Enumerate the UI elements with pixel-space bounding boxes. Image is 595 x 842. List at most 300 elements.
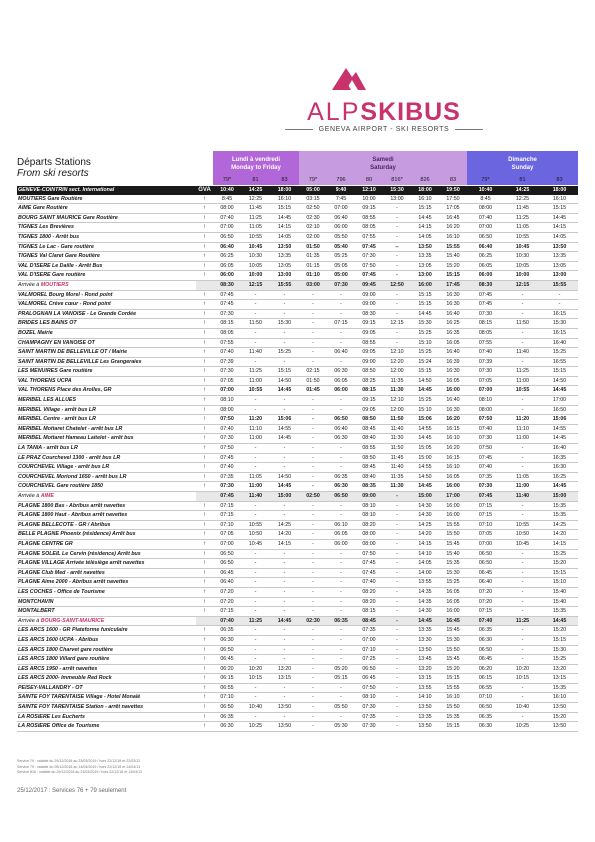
departure-time: 16:30 [439,405,467,415]
departure-time: - [270,626,299,636]
title-fr: Départs Stations [17,157,91,168]
departure-time: - [383,530,411,540]
departure-time: 06:50 [213,559,241,569]
departure-time: 14:55 [270,424,299,434]
direction-arrow-icon: ↑ [196,664,213,674]
departure-time: 07:50 [355,261,383,271]
departure-time: 16:05 [439,472,467,482]
departure-time: 07:10 [467,693,504,703]
departure-time: - [299,396,327,406]
departure-time: 13:45 [411,655,439,665]
direction-arrow-icon: ↑ [196,424,213,434]
departure-time: 17:05 [439,204,467,214]
direction-arrow-icon: ↑ [196,472,213,482]
stop-row [17,712,578,722]
departure-time: - [299,578,327,588]
departure-time: 05:00 [299,186,327,195]
departure-time: 11:10 [241,424,270,434]
departure-time: 07:39 [467,357,504,367]
departure-time: 14:45 [541,482,578,492]
departure-time: - [270,290,299,300]
direction-arrow-icon: ↑ [196,357,213,367]
departure-time: - [383,693,411,703]
departure-time: 11:30 [383,386,411,396]
departure-time: 14:50 [411,472,439,482]
direction-arrow-icon: ↑ [196,232,213,242]
stop-row [17,453,578,463]
departure-time: 06:30 [327,434,355,444]
departure-time: 16:35 [541,453,578,463]
departure-time: 06:30 [327,482,355,492]
stop-row [17,520,578,530]
departure-time: 05:15 [327,674,355,684]
departure-time: 15:25 [541,655,578,665]
stop-name: PLAGNE Aime 2000 - Abribus arrêt navettes [17,578,196,588]
direction-arrow-icon: ↑ [196,300,213,310]
departure-time: 11:05 [504,223,541,233]
departure-time: 07:45 [355,568,383,578]
stop-name: PLAGNE 1800 Haut - Abribus arrêt navettes [17,511,196,521]
direction-arrow-icon: ↑ [196,338,213,348]
departure-time: - [383,213,411,223]
departure-time: - [327,549,355,559]
departure-time: 15:35 [439,712,467,722]
departure-time: 07:00 [467,223,504,233]
title-en: From ski resorts [17,168,89,179]
departure-time: 16:05 [439,376,467,386]
direction-arrow-icon: ↑ [196,376,213,386]
departure-time: 12:10 [383,348,411,358]
service-number: 826 [420,177,430,183]
departure-time: 10:55 [504,520,541,530]
departure-time: - [327,597,355,607]
departure-time: - [270,444,299,454]
departure-time: - [383,232,411,242]
departure-time: - [383,290,411,300]
departure-time: 14:20 [541,530,578,540]
departure-time: 12:25 [504,195,541,204]
departure-time: 06:45 [467,655,504,665]
departure-time: 06:50 [467,559,504,569]
departure-time: 07:15 [213,501,241,511]
departure-time: 11:25 [504,213,541,223]
departure-time: 15:30 [411,319,439,329]
departure-time: - [504,300,541,310]
departure-time: 09:00 [355,357,383,367]
departure-time: - [270,607,299,617]
departure-time: 10:25 [504,722,541,732]
departure-time: - [383,597,411,607]
departure-time: 15:20 [541,626,578,636]
departure-time: - [383,520,411,530]
departure-time: 15:15 [411,367,439,377]
departure-time: 15:15 [439,271,467,281]
departure-time: 07:00 [213,386,241,396]
period-weekdays: Lundi à vendredi Monday to Friday [213,151,299,185]
departure-time: 09:05 [355,348,383,358]
departure-time: 16:10 [411,195,439,204]
departure-time: 11:00 [504,434,541,444]
departure-time: 14:50 [270,376,299,386]
direction-arrow-icon: GVA [196,186,213,195]
direction-arrow-icon: ↑ [196,242,213,252]
departure-time: - [504,607,541,617]
departure-time: 05:40 [327,242,355,252]
departure-time: - [241,511,270,521]
departure-time: - [383,722,411,732]
stop-row [17,655,578,665]
departure-time: 07:40 [213,424,241,434]
direction-arrow-icon: ↑ [196,328,213,338]
stop-name: PLAGNE BELLECOTE - GR / Abribus [17,520,196,530]
departure-time: 19:50 [439,186,467,195]
departure-time: 13:20 [270,664,299,674]
departure-time: 07:45 [355,559,383,569]
departure-time: - [327,559,355,569]
departure-time: - [327,405,355,415]
direction-arrow-icon: ↑ [196,396,213,406]
departure-time: - [299,549,327,559]
departure-time: - [241,357,270,367]
direction-arrow-icon: ↑ [196,683,213,693]
departure-time: 06:05 [467,261,504,271]
departure-time: 07:30 [213,434,241,444]
departure-time: 07:05 [467,376,504,386]
departure-time: 07:40 [355,578,383,588]
departure-time: 06:35 [213,712,241,722]
departure-time: - [541,290,578,300]
departure-time: 15:10 [411,405,439,415]
departure-time: 14:45 [270,434,299,444]
stop-name: VAL D'ISERE Le Daille - Arrêt Bus [17,261,196,271]
departure-time: 07:00 [327,204,355,214]
departure-time: 08:00 [467,405,504,415]
departure-time: 10:55 [241,520,270,530]
departure-time: - [299,338,327,348]
section-time: 07:45 [213,492,241,502]
departure-time: - [504,511,541,521]
departure-time: - [327,683,355,693]
stop-row [17,300,578,310]
departure-time: 10:50 [504,530,541,540]
departure-time: 14:10 [411,549,439,559]
service-number: 83 [449,177,457,183]
departure-time: - [299,424,327,434]
departure-time: 18:00 [541,186,578,195]
departure-time: 11:45 [504,204,541,214]
section-header-row [17,616,578,626]
direction-arrow-icon: ↑ [196,386,213,396]
service-number: 83 [281,177,288,183]
departure-time: 13:50 [411,703,439,713]
departure-time: 15:15 [270,204,299,214]
departure-time: 16:30 [439,300,467,310]
departure-time: 07:45 [213,290,241,300]
departure-time: 08:00 [213,204,241,214]
stop-name: LES ARCS 2000- Immeuble Red Rock [17,674,196,684]
departure-time: 07:45 [213,300,241,310]
section-time: 11:40 [241,492,270,502]
departure-time: - [383,300,411,310]
departure-time: - [504,587,541,597]
departure-time: - [327,309,355,319]
departure-time: - [383,578,411,588]
stop-name: PLAGNE CENTRE GR [17,539,196,549]
departure-time: - [327,444,355,454]
direction-arrow-icon: ↑ [196,290,213,300]
departure-time: 06:30 [213,722,241,732]
departure-time: 11:00 [241,482,270,492]
departure-time: 16:00 [439,607,467,617]
direction-arrow-icon: ↑ [196,261,213,271]
departure-time: 01:10 [299,271,327,281]
departure-time: 13:05 [411,261,439,271]
departure-time: 15:25 [439,578,467,588]
stop-name: MOUTIERS Gare Routière [17,195,196,204]
departure-time: 12:10 [383,396,411,406]
departure-time: - [327,328,355,338]
stop-name: MERIBEL Mottaret Chatelet - arrêt bus LR [17,424,196,434]
departure-time: 09:05 [355,328,383,338]
departure-time: 08:20 [355,587,383,597]
departure-time: 14:25 [270,520,299,530]
stop-row [17,472,578,482]
departure-time: - [299,415,327,425]
direction-arrow-icon: ↑ [196,511,213,521]
departure-time: 11:10 [504,424,541,434]
departure-time: - [504,683,541,693]
section-header-row [17,492,578,502]
stop-row [17,204,578,214]
departure-time: 15:30 [270,319,299,329]
departure-time: 10:40 [504,703,541,713]
stop-name: MONTALBERT [17,607,196,617]
departure-time: - [241,578,270,588]
section-time: 09:45 [355,280,383,290]
departure-time: - [270,453,299,463]
departure-time: 15:35 [541,607,578,617]
departure-time: 07:05 [213,376,241,386]
direction-arrow-icon: ↑ [196,645,213,655]
departure-time: 15:25 [411,328,439,338]
departure-time: 11:20 [241,415,270,425]
departure-time: 15:55 [439,683,467,693]
section-time: 06:50 [327,492,355,502]
departure-time: 15:25 [270,348,299,358]
departure-time: 15:30 [541,645,578,655]
footer-note: 25/12/2017 : Services 76 + 79 seulement [17,788,127,794]
departure-time: 10:45 [504,242,541,252]
departure-time: 07:15 [327,319,355,329]
departure-time: 15:06 [411,415,439,425]
departure-time: 06:50 [213,645,241,655]
departure-time: 10:20 [241,664,270,674]
departure-time: 14:45 [411,213,439,223]
departure-time: 14:25 [241,186,270,195]
departure-time: - [241,597,270,607]
departure-time: 15:35 [439,559,467,569]
departure-time: 01:50 [299,376,327,386]
departure-time: 07:20 [467,587,504,597]
departure-time: - [504,578,541,588]
direction-arrow-icon: ↑ [196,520,213,530]
stop-name: PRALOGNAN LA VANOISE - Le Grande Cordée [17,309,196,319]
departure-time: 06:20 [467,664,504,674]
departure-time: - [270,357,299,367]
departure-time: 13:05 [270,261,299,271]
departure-time: 01:15 [299,261,327,271]
stop-name: LES ARCS 1800 Charvet gare routière [17,645,196,655]
departure-time: 10:15 [241,674,270,684]
departure-time: 11:25 [241,213,270,223]
departure-time: 07:00 [213,539,241,549]
departure-time: 11:05 [241,223,270,233]
stop-row [17,693,578,703]
departure-time: 16:55 [541,357,578,367]
departure-time: 15:30 [383,186,411,195]
departure-time: 15:15 [411,204,439,214]
departure-time: - [504,338,541,348]
stop-row [17,463,578,473]
departure-time: 16:40 [541,338,578,348]
departure-time: 15:15 [411,300,439,310]
departure-time: 09:05 [355,405,383,415]
stop-name: PLAGNE SOLEIL Le Cervin (résidence) Arrêt bus [17,549,196,559]
departure-time: 13:35 [541,252,578,262]
departure-time: 07:00 [467,386,504,396]
mountain-icon [332,66,366,90]
departure-time: 08:00 [355,539,383,549]
departure-time: - [504,309,541,319]
stop-row [17,568,578,578]
departure-time: - [270,578,299,588]
departure-time: - [270,549,299,559]
departure-time: 14:35 [411,587,439,597]
departure-time: 06:00 [213,271,241,281]
direction-arrow-icon: ↑ [196,703,213,713]
stop-name: VALMOREL Bourg Morel - Rond point [17,290,196,300]
departure-time: 14:15 [541,223,578,233]
stop-name: BOZEL Mairie [17,328,196,338]
departure-time: 13:15 [411,674,439,684]
departure-time: - [299,645,327,655]
departure-time: - [383,252,411,262]
direction-arrow-icon: ↑ [196,434,213,444]
stop-name: COURCHEVEL Moriond 1650 - arrêt bus LR [17,472,196,482]
departure-time: 14:10 [411,693,439,703]
departure-time: 12:00 [383,405,411,415]
departure-time: 03:15 [299,195,327,204]
direction-arrow-icon: ↑ [196,530,213,540]
departure-time: 15:35 [541,501,578,511]
departure-time: 16:00 [439,511,467,521]
departure-time: - [241,712,270,722]
departure-time: 07:30 [355,703,383,713]
departure-time: 10:15 [504,674,541,684]
direction-arrow-icon: ↑ [196,549,213,559]
departure-time: 06:25 [213,252,241,262]
departure-time: 7:45 [327,195,355,204]
departure-time: 13:55 [411,683,439,693]
stop-name: VAL THORENS UCPA [17,376,196,386]
departure-time: 10:30 [241,252,270,262]
departure-time: 11:25 [241,367,270,377]
departure-time: 05:00 [327,271,355,281]
departure-time: 15:15 [541,635,578,645]
departure-time: 15:55 [439,520,467,530]
departure-time: 10:30 [504,252,541,262]
service-number: 80 [365,177,373,183]
direction-arrow-icon: ↑ [196,319,213,329]
stop-name: GENEVE-COINTRIN sect. International [17,186,196,195]
stop-row [17,645,578,655]
departure-time: 10:00 [355,195,383,204]
departure-time: 07:00 [355,635,383,645]
departure-time: 11:20 [504,415,541,425]
section-header-row [17,280,578,290]
departure-time: 07:35 [467,472,504,482]
departure-time: 8:45 [213,195,241,204]
section-time: 15:00 [270,492,299,502]
stop-name: LE PRAZ Courchevel 1300 - arrêt bus LR [17,453,196,463]
departure-time: - [504,712,541,722]
section-time: 07:40 [467,616,504,626]
departure-time: - [241,549,270,559]
departure-time: 11:05 [241,472,270,482]
departure-time: 06:50 [467,645,504,655]
departure-time: - [327,568,355,578]
stop-row [17,348,578,358]
departure-time: 16:00 [439,386,467,396]
stop-row [17,309,578,319]
departure-time: - [241,587,270,597]
departure-time: 14:50 [270,472,299,482]
departure-time: 07:15 [213,511,241,521]
departure-time: - [504,463,541,473]
departure-time: 06:40 [327,424,355,434]
departure-time: 07:30 [213,309,241,319]
departure-time: 14:05 [270,232,299,242]
departure-time: 10:40 [467,186,504,195]
departure-time: 15:45 [439,539,467,549]
period-saturday: Samedi Saturday [299,151,467,185]
departure-time: 07:45 [355,271,383,281]
stop-row [17,261,578,271]
departure-time: - [299,712,327,722]
departure-time: 07:10 [213,520,241,530]
departure-time: - [299,597,327,607]
stop-row [17,530,578,540]
departure-time: - [383,539,411,549]
stop-name: PLAGNE 1800 Bas - Abribus arrêt navettes [17,501,196,511]
stop-name: MERIBEL Mottaret Hameau Laitelet - arrêt bus [17,434,196,444]
departure-time: 15:00 [411,453,439,463]
departure-time: 14:50 [411,376,439,386]
departure-time: 16:25 [541,472,578,482]
departure-time: - [383,703,411,713]
departure-time: 06:05 [327,530,355,540]
section-time: 07:40 [213,616,241,626]
section-label: Arrivée à MOUTIERS [17,280,196,290]
departure-time: 07:10 [467,520,504,530]
departure-time: - [504,693,541,703]
departure-time: 13:50 [541,703,578,713]
departure-time: 06:50 [213,549,241,559]
stop-row [17,597,578,607]
departure-time: 10:55 [241,386,270,396]
departure-time: 06:50 [327,415,355,425]
stop-row [17,664,578,674]
